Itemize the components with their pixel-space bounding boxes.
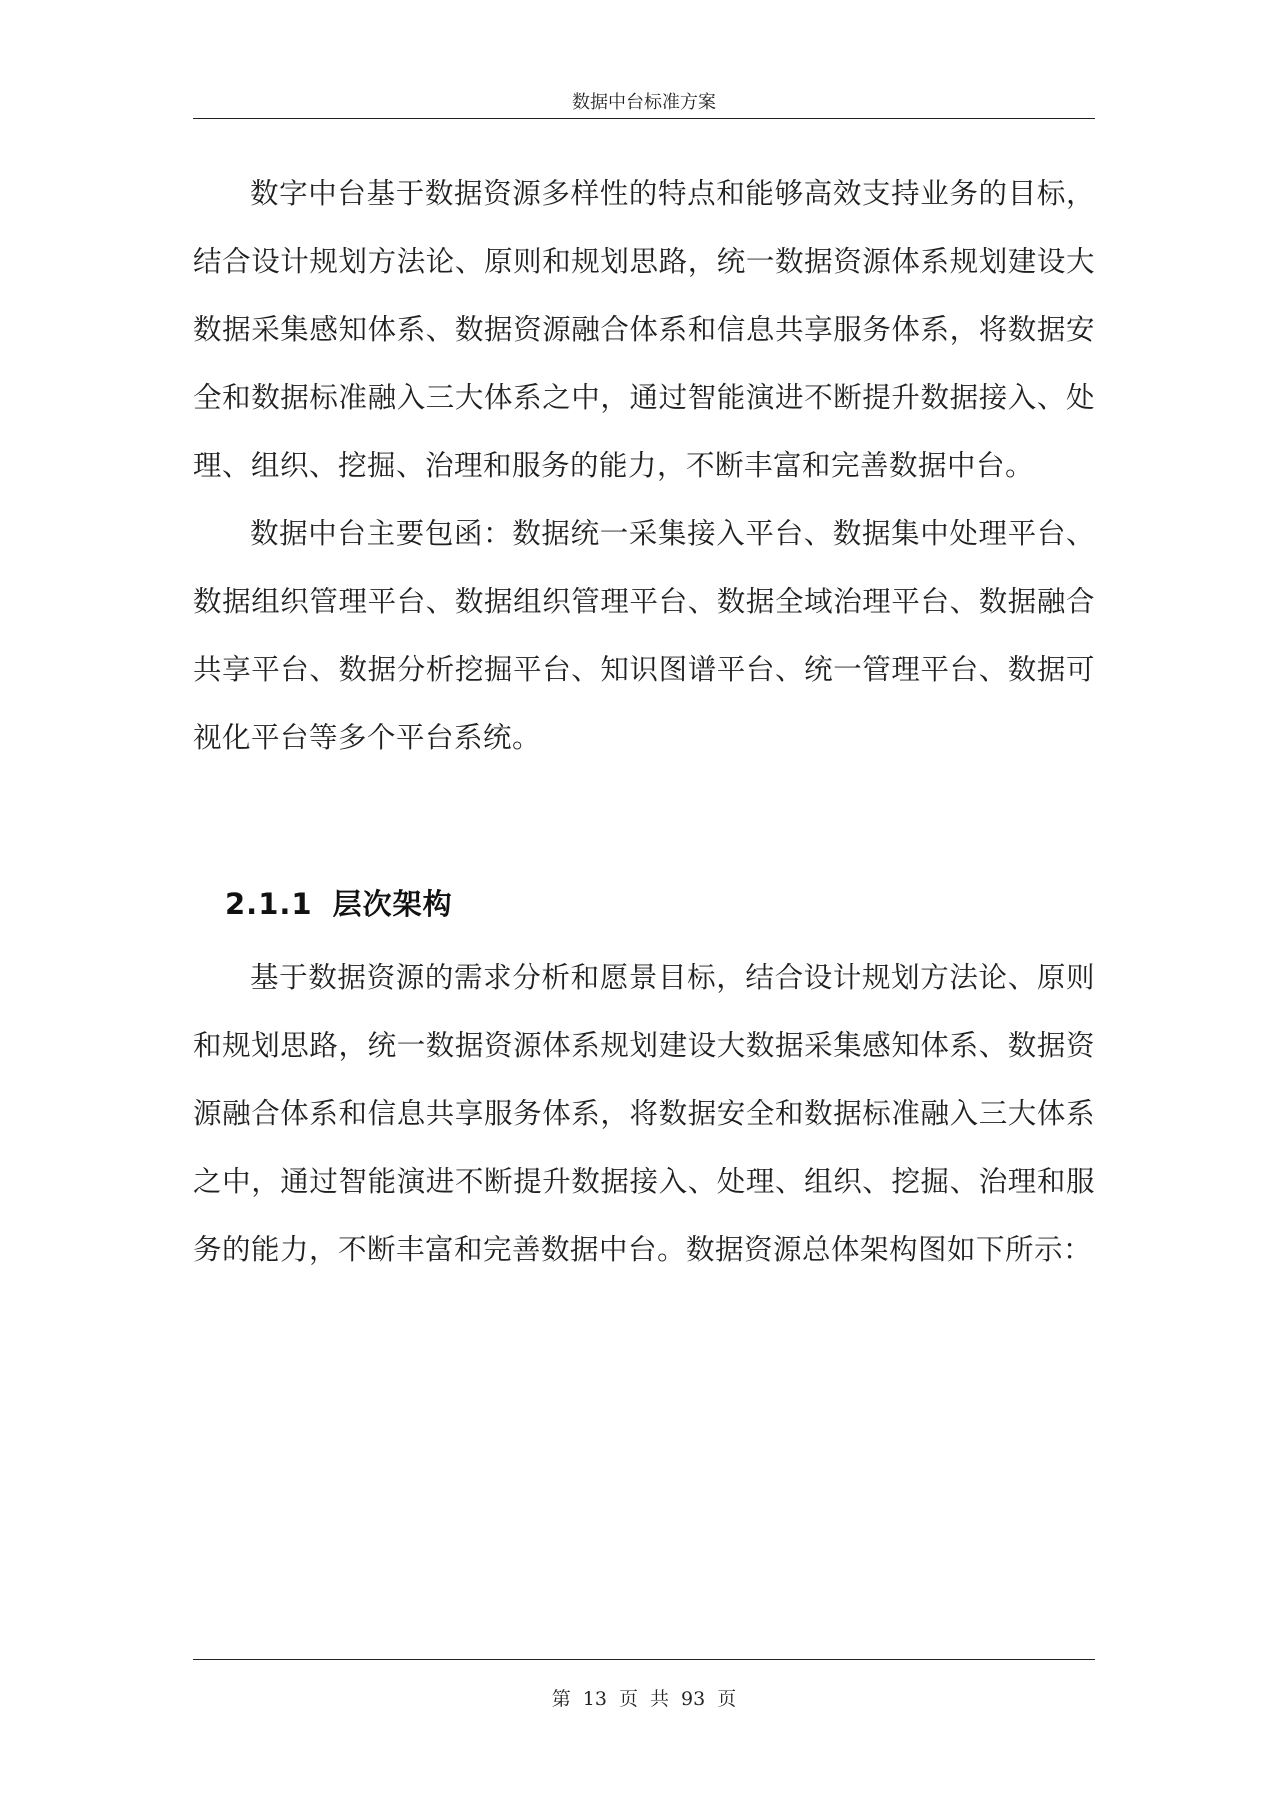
page-body <box>193 160 1095 1284</box>
section-title: 层次架构 <box>332 887 453 921</box>
footer-divider <box>193 1659 1095 1660</box>
section-number: 2.1.1 <box>225 887 313 921</box>
body-paragraph-2: 数据中台主要包函：数据统一采集接入平台、数据集中处理平台、数据组织管理平台、数据组织管理平台、数据全域治理平台、数据融合共享平台、数据分析挖掘平台、知识图谱平台、统一管理平台、数据可视化平台等多个平台系统。 <box>193 517 1095 754</box>
header-divider <box>193 118 1095 119</box>
spacer <box>193 772 1095 874</box>
spacer <box>193 934 1095 944</box>
body-paragraph-1: 数字中台基于数据资源多样性的特点和能够高效支持业务的目标，结合设计规划方法论、原则和规划思路，统一数据资源体系规划建设大数据采集感知体系、数据资源融合体系和信息共享服务体系，将数据安全和数据标准融入三大体系之中，通过智能演进不断提升数据接入、处理、组织、挖掘、治理和服务的能力，不断丰富和完善数据中台。 <box>193 177 1095 482</box>
page-header: 数据中台标准方案 <box>572 92 716 113</box>
body-paragraph-3: 基于数据资源的需求分析和愿景目标，结合设计规划方法论、原则和规划思路，统一数据资源体系规划建设大数据采集感知体系、数据资源融合体系和信息共享服务体系，将数据安全和数据标准融入三大体系之中，通过智能演进不断提升数据接入、处理、组织、挖掘、治理和服务的能力，不断丰富和完善数据中台。数据资源总体架构图如下所示： <box>193 961 1095 1266</box>
section-heading <box>193 874 1095 934</box>
page-footer: 第 13 页 共 93 页 <box>551 1688 737 1710</box>
